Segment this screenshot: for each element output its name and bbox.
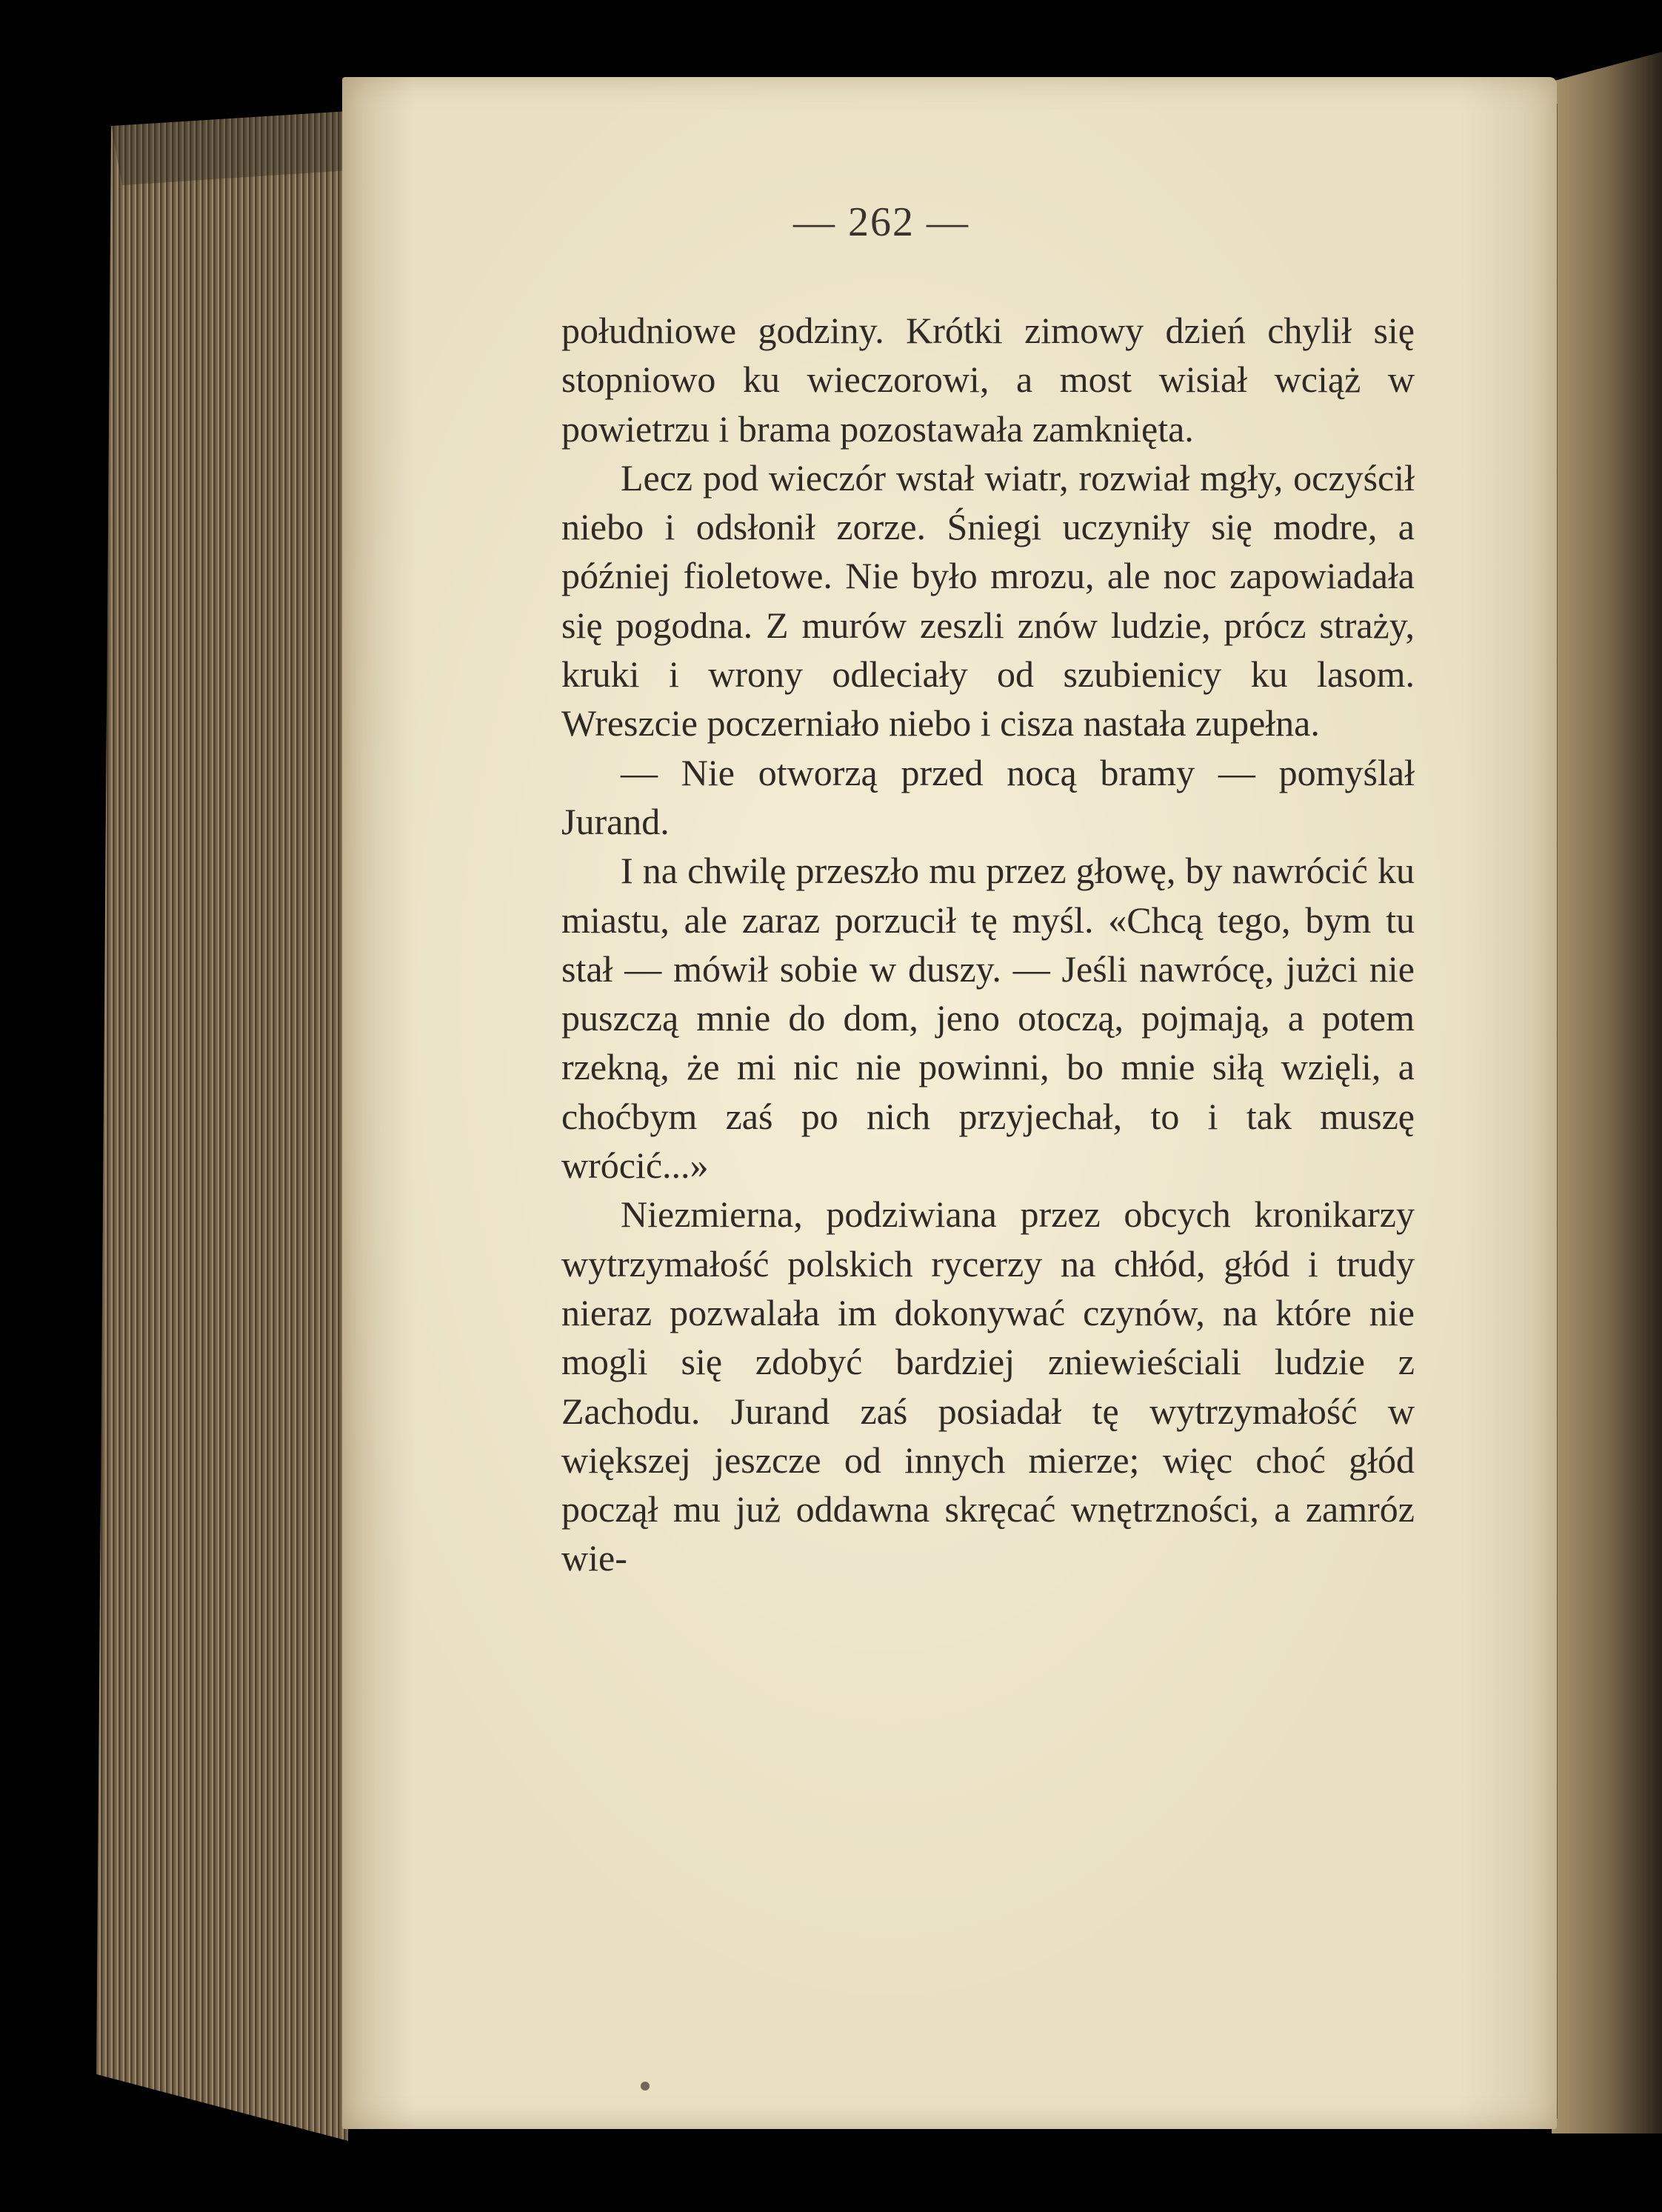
right-page-sliver [1552,52,1662,2133]
paragraph: Niezmierna, podziwiana przez obcych kronikarzy wytrzymałość polskich rycerzy na chłód, głód i trudy nieraz pozwalała im dokonywać czynów, na które nie mogli się zdobyć bardziej zniewieściali ludzie z Zachodu. Jurand zaś posiadał tę wytrzymałość w większej jeszcze od innych mierze; więc choć głód począł mu już oddawna skręcać wnętrzności, a zamróz wie- [561,1193,1415,1579]
left-page-edges [96,111,348,2141]
page-number: — 262 — [793,199,970,245]
ink-speck [641,2082,650,2091]
page-text [561,306,1415,1583]
paragraph: — Nie otworzą przed nocą bramy — pomyślał Jurand. [561,751,1415,842]
paragraph: Lecz pod wieczór wstał wiatr, rozwiał mgły, oczyścił niebo i odsłonił zorze. Śniegi uczyniły się modre, a później fioletowe. Nie było mrozu, ale noc zapowiadała się pogodna. Z murów zeszli znów ludzie, prócz straży, kruki i wrony odleciały od szubienicy ku lasom. Wreszcie poczerniało niebo i cisza nastała zupełna. [561,456,1415,744]
paragraph: południowe godziny. Krótki zimowy dzień chylił się stopniowo ku wieczorowi, a most wisiał wciąż w powietrzu i brama pozostawała zamknięta. [561,310,1415,450]
paragraph: I na chwilę przeszło mu przez głowę, by nawrócić ku miastu, ale zaraz porzucił tę myśl. «Chcą tego, bym tu stał — mówił sobie w duszy. — Jeśli nawrócę, jużci nie puszczą mnie do dom, jeno otoczą, pojmają, a potem rzekną, że mi nic nie powinni, bo mnie siłą wzięli, a choćbym zaś po nich przyjechał, to i tak muszę wrócić...» [561,850,1415,1187]
